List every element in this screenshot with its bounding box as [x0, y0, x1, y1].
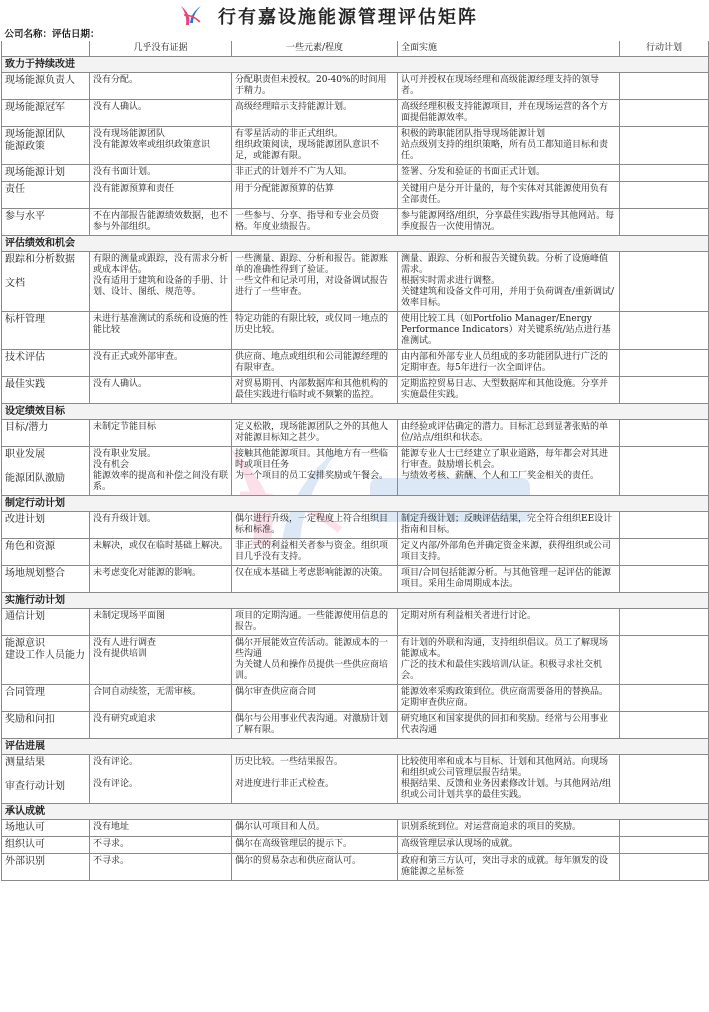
table-row	[2, 312, 709, 350]
cell-action-plan[interactable]	[620, 252, 709, 312]
assessment-matrix	[1, 28, 709, 881]
section-header	[2, 496, 709, 512]
cell-fully-implemented: 认可并授权在现场经理和高级能源经理支持的领导者。	[398, 73, 620, 100]
cell-action-plan[interactable]	[620, 712, 709, 739]
table-row	[2, 73, 709, 100]
page-title: 行有嘉设施能源管理评估矩阵	[218, 7, 478, 28]
cell-fully-implemented: 定期监控贸易日志、大型数据库和其他设施。分享并实施最佳实践。	[398, 377, 620, 404]
cell-fully-implemented: 签署、分发和验证的书面正式计划。	[398, 165, 620, 182]
cell-little-evidence: 没有人进行调查 没有提供培训	[90, 636, 232, 685]
cell-action-plan[interactable]	[620, 837, 709, 854]
cell-some-elements: 历史比较。一些结果报告。 对进度进行非正式检查。	[232, 755, 398, 804]
header-little-evidence: 几乎没有证据	[90, 41, 232, 57]
section-header	[2, 593, 709, 609]
row-label: 场地规划整合	[2, 566, 90, 593]
row-label: 职业发展 能源团队激励	[2, 447, 90, 496]
cell-little-evidence: 不寻求。	[90, 837, 232, 854]
table-row	[2, 377, 709, 404]
cell-some-elements: 一些参与、分享、指导和专业会员资格。年度业绩报告。	[232, 209, 398, 236]
table-row	[2, 165, 709, 182]
section-title: 设定绩效目标	[2, 404, 709, 420]
cell-fully-implemented: 制定升级计划；反映评估结果，完全符合组织EE设计指南和目标。	[398, 512, 620, 539]
section-title: 评估绩效和机会	[2, 236, 709, 252]
row-label: 外部识别	[2, 854, 90, 881]
cell-little-evidence: 没有地址	[90, 820, 232, 837]
table-row	[2, 209, 709, 236]
cell-action-plan[interactable]	[620, 127, 709, 165]
cell-fully-implemented: 积极的跨职能团队指导现场能源计划 站点级别支持的组织策略，所有员工都知道目标和责任。	[398, 127, 620, 165]
cell-some-elements: 项目的定期沟通。一些能源使用信息的报告。	[232, 609, 398, 636]
table-row	[2, 350, 709, 377]
section-title: 致力于持续改进	[2, 57, 709, 73]
cell-fully-implemented: 测量、跟踪、分析和报告关键负载。分析了设施峰值需求。 根据实时需求进行调整。 关键建筑和设备文件可用，并用于负荷调查/重新调试/效率目标。	[398, 252, 620, 312]
row-label: 目标/潜力	[2, 420, 90, 447]
row-label: 角色和资源	[2, 539, 90, 566]
cell-action-plan[interactable]	[620, 566, 709, 593]
header-some-elements: 一些元素/程度	[232, 41, 398, 57]
document-header	[0, 0, 709, 30]
table-row	[2, 512, 709, 539]
cell-some-elements: 接触其他能源项目。其他地方有一些临时或项目任务 为一个项目的员工安排奖励或午餐会。	[232, 447, 398, 496]
cell-fully-implemented: 研究地区和国家提供的回扣和奖励。经常与公用事业代表沟通	[398, 712, 620, 739]
cell-action-plan[interactable]	[620, 447, 709, 496]
cell-some-elements: 对贸易期刊、内部数据库和其他机构的最佳实践进行临时或不频繁的监控。	[232, 377, 398, 404]
cell-some-elements: 供应商、地点或组织和公司能源经理的有限审查。	[232, 350, 398, 377]
row-label: 奖励和问扣	[2, 712, 90, 739]
table-row	[2, 566, 709, 593]
cell-action-plan[interactable]	[620, 182, 709, 209]
cell-fully-implemented: 高级管理层承认现场的成就。	[398, 837, 620, 854]
row-label: 参与水平	[2, 209, 90, 236]
cell-fully-implemented: 高级经理积极支持能源项目，并在现场运营的各个方面提倡能源效率。	[398, 100, 620, 127]
cell-some-elements: 定义松散，现场能源团队之外的其他人对能源目标知之甚少。	[232, 420, 398, 447]
section-header	[2, 404, 709, 420]
cell-little-evidence: 未解决，或仅在临时基础上解决。	[90, 539, 232, 566]
cell-fully-implemented: 关键用户是分开计量的，每个实体对其能源使用负有全部责任。	[398, 182, 620, 209]
row-label: 最佳实践	[2, 377, 90, 404]
table-row	[2, 252, 709, 312]
cell-little-evidence: 没有能源预算和责任	[90, 182, 232, 209]
row-label: 现场能源计划	[2, 165, 90, 182]
cell-some-elements: 偶尔进行升级，一定程度上符合组织目标和标准。	[232, 512, 398, 539]
cell-action-plan[interactable]	[620, 539, 709, 566]
cell-fully-implemented: 使用比较工具（如Portfolio Manager/Energy Performance Indicators）对关键系统/站点进行基准测试。	[398, 312, 620, 350]
row-label: 通信计划	[2, 609, 90, 636]
cell-some-elements: 偶尔审查供应商合同	[232, 685, 398, 712]
cell-little-evidence: 没有分配。	[90, 73, 232, 100]
cell-fully-implemented: 能源效率采购政策到位。供应商需要备用的替换品。定期审查供应商。	[398, 685, 620, 712]
cell-little-evidence: 没有评论。 没有评论。	[90, 755, 232, 804]
cell-little-evidence: 不寻求。	[90, 854, 232, 881]
cell-action-plan[interactable]	[620, 165, 709, 182]
table-row	[2, 636, 709, 685]
cell-action-plan[interactable]	[620, 100, 709, 127]
row-label: 组织认可	[2, 837, 90, 854]
cell-some-elements: 一些测量、跟踪、分析和报告。能源账单的准确性得到了验证。 一些文件和记录可用，对设备调试报告进行了一些审查。	[232, 252, 398, 312]
row-label: 技术评估	[2, 350, 90, 377]
cell-some-elements: 仅在成本基础上考虑影响能源的决策。	[232, 566, 398, 593]
cell-action-plan[interactable]	[620, 209, 709, 236]
cell-action-plan[interactable]	[620, 377, 709, 404]
row-label: 场地认可	[2, 820, 90, 837]
cell-some-elements: 高级经理暗示支持能源计划。	[232, 100, 398, 127]
cell-some-elements: 偶尔的贸易杂志和供应商认可。	[232, 854, 398, 881]
cell-fully-implemented: 识别系统到位。对运营商追求的项目的奖励。	[398, 820, 620, 837]
table-row	[2, 127, 709, 165]
table-row	[2, 755, 709, 804]
cell-some-elements: 用于分配能源预算的估算	[232, 182, 398, 209]
row-label: 现场能源团队 能源政策	[2, 127, 90, 165]
cell-little-evidence: 未进行基准测试的系统和设施的性能比较	[90, 312, 232, 350]
table-row	[2, 609, 709, 636]
cell-little-evidence: 没有正式或外部审查。	[90, 350, 232, 377]
table-row	[2, 685, 709, 712]
cell-some-elements: 偶尔认可项目和人员。	[232, 820, 398, 837]
cell-fully-implemented: 定期对所有利益相关者进行讨论。	[398, 609, 620, 636]
table-row	[2, 712, 709, 739]
cell-little-evidence: 合同自动续签，无需审核。	[90, 685, 232, 712]
table-row	[2, 420, 709, 447]
cell-some-elements: 非正式的计划并不广为人知。	[232, 165, 398, 182]
cell-fully-implemented: 由内部和外部专业人员组成的多功能团队进行广泛的定期审查。每5年进行一次全面评估。	[398, 350, 620, 377]
section-title: 评估进展	[2, 739, 709, 755]
section-header	[2, 236, 709, 252]
row-label: 跟踪和分析数据 文档	[2, 252, 90, 312]
row-label: 能源意识 建设工作人员能力	[2, 636, 90, 685]
cell-fully-implemented: 定义内部/外部角色并确定资金来源，获得组织或公司项目支持。	[398, 539, 620, 566]
section-header	[2, 739, 709, 755]
cell-fully-implemented: 有计划的外联和沟通，支持组织倡议。员工了解现场能源成本。 广泛的技术和最佳实践培训/认证。积极寻求社交机会。	[398, 636, 620, 685]
section-header	[2, 804, 709, 820]
cell-some-elements: 非正式的利益相关者参与资金。组织项目几乎没有支持。	[232, 539, 398, 566]
cell-little-evidence: 没有职业发展。 没有机会 能源效率的提高和补偿之间没有联系。	[90, 447, 232, 496]
cell-some-elements: 分配职责但未授权。20-40%的时间用于精力。	[232, 73, 398, 100]
cell-little-evidence: 没有现场能源团队 没有能源效率或组织政策意识	[90, 127, 232, 165]
table-row	[2, 539, 709, 566]
table-row	[2, 447, 709, 496]
header-fully-implemented: 全面实施	[398, 41, 620, 57]
section-title: 制定行动计划	[2, 496, 709, 512]
cell-little-evidence: 不在内部报告能源绩效数据，也不参与外部组织。	[90, 209, 232, 236]
table-row	[2, 182, 709, 209]
logo-icon	[178, 3, 204, 27]
cell-fully-implemented: 比较使用率和成本与目标、计划和其他网站。向现场和组织或公司管理层报告结果。 根据结果、反馈和业务因素修改计划。与其他网站/组织或公司计划共享的最佳实践。	[398, 755, 620, 804]
cell-some-elements: 有零星活动的非正式组织。 组织政策阅读，现场能源团队意识不足，或能源有限。	[232, 127, 398, 165]
cell-action-plan[interactable]	[620, 854, 709, 881]
cell-fully-implemented: 参与能源网络/组织，分享最佳实践/指导其他网站。每季度报告一次使用情况。	[398, 209, 620, 236]
cell-some-elements: 特定功能的有限比较，或仅同一地点的历史比较。	[232, 312, 398, 350]
cell-action-plan[interactable]	[620, 685, 709, 712]
cell-action-plan[interactable]	[620, 350, 709, 377]
cell-action-plan[interactable]	[620, 512, 709, 539]
cell-action-plan[interactable]	[620, 312, 709, 350]
cell-fully-implemented: 能源专业人士已经建立了职业道路，每年都会对其进行审查。鼓励增长机会。 与绩效考核、薪酬、个人和工厂奖金相关的责任。	[398, 447, 620, 496]
cell-some-elements: 偶尔在高级管理层的提示下。	[232, 837, 398, 854]
table-row	[2, 100, 709, 127]
cell-some-elements: 偶尔开展能效宣传活动。能源成本的一些沟通 为关键人员和操作员提供一些供应商培训。	[232, 636, 398, 685]
section-title: 承认成就	[2, 804, 709, 820]
cell-action-plan[interactable]	[620, 609, 709, 636]
header-action-plan: 行动计划	[620, 41, 709, 57]
row-label: 合同管理	[2, 685, 90, 712]
cell-action-plan[interactable]	[620, 755, 709, 804]
row-label: 责任	[2, 182, 90, 209]
cell-fully-implemented: 项目/合同包括能源分析。与其他管理一起评估的能源项目。采用生命周期成本法。	[398, 566, 620, 593]
cell-little-evidence: 没有研究或追求	[90, 712, 232, 739]
cell-fully-implemented: 政府和第三方认可，突出寻求的成就。每年颁发的设施能源之星标签	[398, 854, 620, 881]
cell-action-plan[interactable]	[620, 820, 709, 837]
cell-fully-implemented: 由经验或评估确定的潜力。目标汇总到显著张贴的单位/站点/组织和状态。	[398, 420, 620, 447]
column-header-row	[2, 41, 709, 57]
section-title: 实施行动计划	[2, 593, 709, 609]
cell-little-evidence: 未制定节能目标	[90, 420, 232, 447]
section-header	[2, 57, 709, 73]
row-label: 标杆管理	[2, 312, 90, 350]
row-label: 改进计划	[2, 512, 90, 539]
company-date-line: 公司名称：评估日期：	[4, 29, 100, 40]
table-row	[2, 820, 709, 837]
row-label: 现场能源冠军	[2, 100, 90, 127]
cell-little-evidence: 没有人确认。	[90, 100, 232, 127]
header-blank	[2, 41, 90, 57]
cell-action-plan[interactable]	[620, 73, 709, 100]
cell-little-evidence: 没有人确认。	[90, 377, 232, 404]
cell-little-evidence: 未制定现场平面图	[90, 609, 232, 636]
cell-action-plan[interactable]	[620, 636, 709, 685]
row-label: 测量结果 审查行动计划	[2, 755, 90, 804]
cell-little-evidence: 没有书面计划。	[90, 165, 232, 182]
cell-little-evidence: 未考虑变化对能源的影响。	[90, 566, 232, 593]
table-row	[2, 854, 709, 881]
cell-little-evidence: 有限的测量或跟踪，没有需求分析或成本评估。 没有适用于建筑和设备的手册、计划、设计、图纸、规范等。	[90, 252, 232, 312]
cell-some-elements: 偶尔与公用事业代表沟通。对激励计划了解有限。	[232, 712, 398, 739]
cell-little-evidence: 没有升级计划。	[90, 512, 232, 539]
table-row	[2, 837, 709, 854]
cell-action-plan[interactable]	[620, 420, 709, 447]
row-label: 现场能源负责人	[2, 73, 90, 100]
